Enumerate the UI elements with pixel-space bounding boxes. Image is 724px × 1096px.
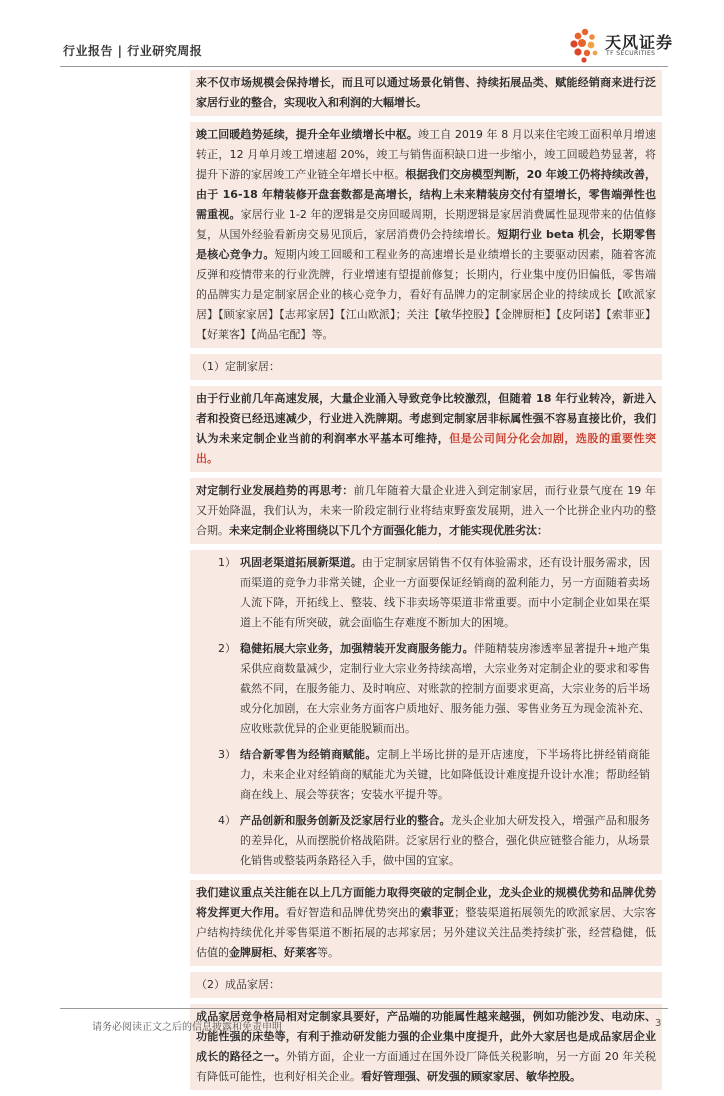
recommendation-text-a: 看好智造和品牌优势突出的	[285, 906, 421, 919]
list-item-lead: 稳健拓展大宗业务，加强精装开发商服务能力。	[240, 642, 474, 655]
rethinking-text: 前几年随着大量企业进入到定制家居，而行业景气度在 19 年又开始降温，我们认为，未来一阶段定制行业将结束野蛮发展期，进入一个比拼企业内功的整合期。	[196, 484, 656, 537]
list-item-text: 伴随精装房渗透率显著提升+地产集采供应商数量减少，定制行业大宗业务持续高增，大宗业务对定制企业的要求和零售截然不同，在服务能力、及时响应、对账款的控制方面要求更高，大宗业务的后半场或分化加剧，在大宗业务方面客户质地好、服务能力强、零售业务互为现金流补充、应收账款优异的企业更能脱颖而出。	[240, 642, 651, 735]
delivery-model-judgement: 根据我们交房模型判断，20 年竣工仍将持续改善，由于 16-18 年精装修开盘套数都是高增长，结构上未来精装房交付有望增长，零售端弹性也需重视。	[196, 168, 657, 221]
recommendation-lead: 我们建议重点关注能在以上几方面能力取得突破的定制企业，龙头企业的规模优势和品牌优势将发挥更大作用。	[196, 886, 656, 919]
list-item-lead: 巩固老渠道拓展新渠道。	[240, 556, 362, 569]
recommended-stock-a: 索菲亚	[420, 906, 455, 919]
list-item-body	[240, 639, 656, 739]
paragraph-finished-furniture	[190, 1004, 662, 1090]
paragraph-rethinking-trend	[190, 478, 662, 544]
list-item-number: 4）	[218, 814, 236, 827]
finished-furniture-picks: 看好管理强、研发强的顾家家居、敏华控股。	[361, 1070, 581, 1083]
list-item-number: 3）	[218, 748, 236, 761]
list-item-lead: 结合新零售为经销商赋能。	[240, 748, 377, 761]
header-divider	[60, 66, 668, 67]
capability-list	[190, 550, 662, 874]
list-item-text: 定制上半场比拼的是开店速度，下半场将比拼经销商能力，未来企业对经销商的赋能尤为关键，比如降低设计难度提升设计水准；帮助经销商在线上、展会等获客；安装水平提升等。	[240, 748, 651, 801]
report-tag: 行业报告 | 行业研究周报	[63, 44, 203, 58]
industry-logic-text: 家居行业 1-2 年的逻辑是交房回暖周期，长期逻辑是家居消费属性显现带来的估值修复，从国外经验看新房交易见顶后，家居消费仍会持续增长。	[196, 208, 656, 241]
paragraph-recommendation	[190, 880, 662, 966]
footer-divider	[60, 1008, 668, 1009]
rethinking-conclusion: 未来定制企业将围绕以下几个方面强化能力，才能实现优胜劣汰：	[229, 524, 548, 537]
paragraph-intro-continuation	[190, 70, 662, 116]
footer-disclaimer: 请务必阅读正文之后的信息披露和免责申明	[92, 1022, 282, 1033]
list-item-text: 龙头企业加大研发投入，增强产品和服务的差异化，从而摆脱价格战陷阱。泛家居行业的整合，强化供应链整合能力，从场景化销售或整装两条路径入手，做中国的宜家。	[240, 814, 651, 867]
reshuffle-text: 由于行业前几年高速发展，大量企业涌入导致竞争比较激烈，但随着 18 年行业转冷，新进入者和投资已经迅速减少，行业进入洗牌期。考虑到定制家居非标属性强不容易直接比价，我们认为未来定制企业当前的利润率水平基本可维持，	[196, 392, 656, 445]
report-body	[190, 70, 662, 1096]
page-header	[0, 0, 724, 70]
rethinking-lead: 对定制行业发展趋势的再思考：	[196, 484, 354, 497]
section-title-finished-furniture	[190, 972, 662, 998]
intro-text: 来不仅市场规模会保持增长，而且可以通过场景化销售、持续拓展品类、赋能经销商来进行泛家居行业的整合，实现收入和利润的大幅增长。	[196, 76, 656, 109]
list-item	[196, 811, 656, 871]
section-title-custom-furniture	[190, 354, 662, 380]
list-item-body	[240, 553, 656, 633]
logo-name-en: TF SECURITIES	[606, 50, 656, 57]
list-item-body	[240, 745, 656, 805]
recommended-stock-b: 金牌厨柜、好莱客	[229, 946, 317, 959]
completion-trend-lead: 竣工回暖趋势延续，提升全年业绩增长中枢。	[196, 128, 419, 141]
list-item-number: 2）	[218, 642, 236, 655]
paragraph-industry-reshuffle	[190, 386, 662, 472]
logo-name-cn: 天风证券	[605, 33, 674, 52]
list-item-lead: 产品创新和服务创新及泛家居行业的整合。	[240, 814, 451, 827]
list-item-number: 1）	[218, 556, 236, 569]
paragraph-completion-trend	[190, 122, 662, 348]
recommendation-text-b: ；整装渠道拓展领先的欧派家居、大宗客户结构持续优化并零售渠道不断拓展的志邦家居；另外建议关注品类持续扩张，经营稳健，低估值的	[196, 906, 657, 959]
short-long-term-lead: 短期行业 beta 机会，长期零售是核心竞争力。	[196, 228, 656, 261]
stock-selection-highlight: 但是公司间分化会加剧，选股的重要性突出。	[196, 432, 656, 465]
list-item	[196, 745, 656, 805]
list-item-body	[240, 811, 656, 871]
list-item-text: 由于定制家居销售不仅有体验需求，还有设计服务需求，因而渠道的竞争力非常关键，企业一方面要保证经销商的盈利能力，另一方面随着卖场人流下降，开拓线上、整装、线下非卖场等渠道非常重要。而中小定制企业如果在渠道上不能有所突破，就会面临生存难度不断加大的困境。	[240, 556, 651, 629]
list-item	[196, 553, 656, 633]
list-item	[196, 639, 656, 739]
finished-furniture-lead: 成品家居竞争格局相对定制家具要好，产品端的功能属性越来越强，例如功能沙发、电动床、功能性强的床垫等，有利于推动研发能力强的企业集中度提升，此外大家居也是成品家居企业成长的路径之一。	[196, 1010, 656, 1063]
short-long-term-text: 短期内竣工回暖和工程业务的高速增长是业绩增长的主要驱动因素，随着客流反弹和疫情带来的行业洗牌，行业增速有望提前修复；长期内，行业集中度仍旧偏低，零售端的品牌实力是定制家居企业的核心竞争力，看好有品牌力的定制家居企业的持续成长【欧派家居】【顾家家居】【志邦家居】【江山欧派】；关注【敏华控股】【金牌厨柜】【皮阿诺】【索菲亚】【好莱客】【尚品宅配】等。	[196, 248, 657, 341]
section-title-custom-furniture-label: （1）定制家居：	[196, 360, 280, 373]
completion-trend-text: 竣工自 2019 年 8 月以来住宅竣工面积单月增速转正，12 月单月竣工增速超 20%，竣工与销售面积缺口进一步缩小，竣工回暖趋势显著，将提升下游的家居竣工产业链全年增长中枢。	[196, 128, 657, 181]
section-title-finished-furniture-label: （2）成品家居：	[196, 978, 280, 991]
finished-furniture-text: 外销方面，企业一方面通过在国外设厂降低关税影响，另一方面 20 年关税有降低可能性，也利好相关企业。	[196, 1050, 656, 1083]
page-number: 3	[655, 1018, 662, 1029]
recommendation-text-c: 等。	[317, 946, 339, 959]
